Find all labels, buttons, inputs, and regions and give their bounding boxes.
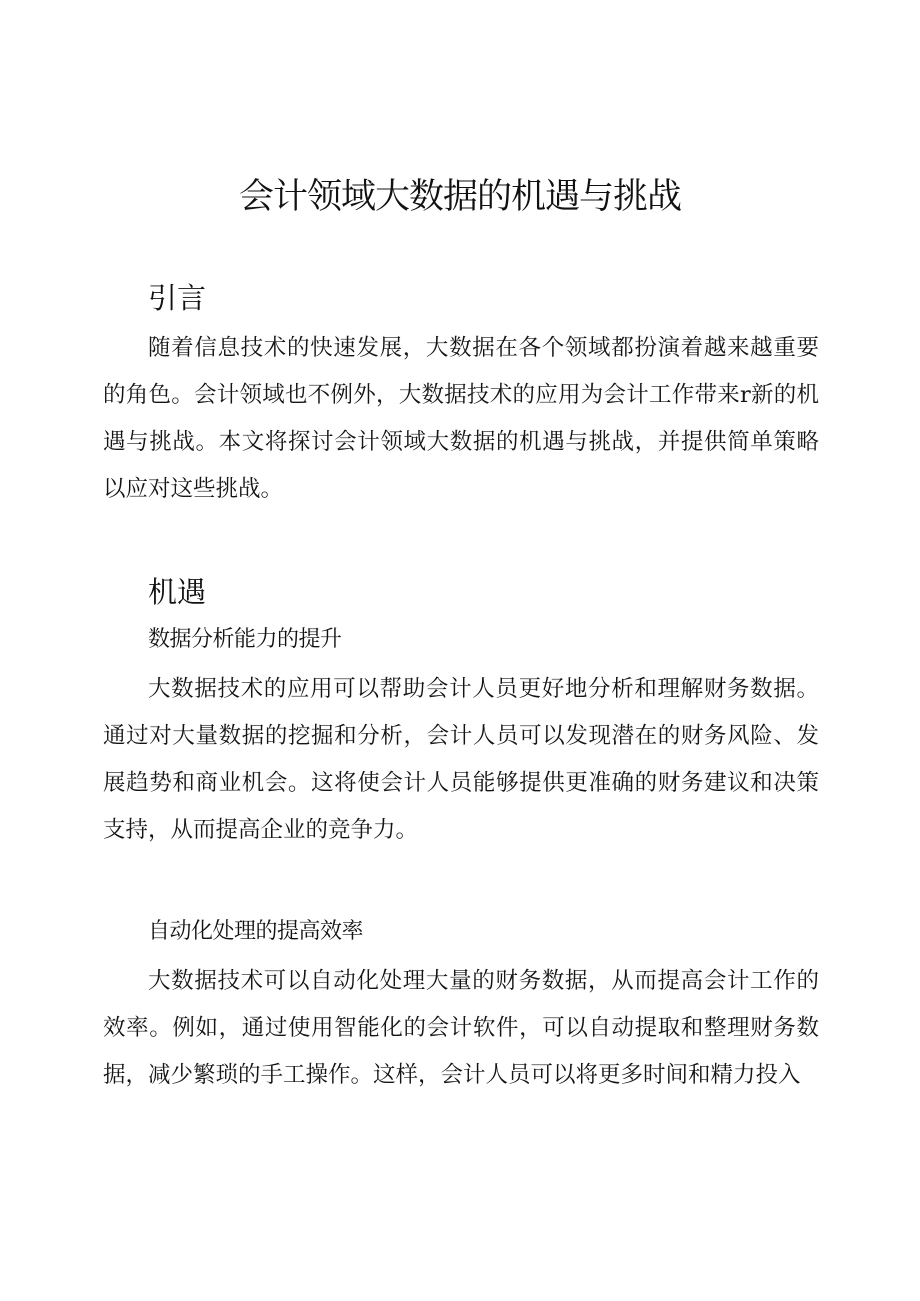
subsection-heading-automation: 自动化处理的提高效率 xyxy=(148,919,364,944)
document-title: 会计领域大数据的机遇与挑战 xyxy=(238,177,681,217)
introduction-paragraph: 随着信息技术的快速发展，大数据在各个领域都扮演着越来越重要的角色。会计领域也不例外，大数据技术的应用为会计工作带来r新的机遇与挑战。本文将探讨会计领域大数据的机遇与挑战，并提供简单策略以应对这些挑战。 xyxy=(103,335,819,502)
section-heading-opportunities: 机遇 xyxy=(148,575,207,609)
subsection-heading-data-analysis: 数据分析能力的提升 xyxy=(148,627,342,652)
section-heading-introduction: 引言 xyxy=(148,281,207,315)
data-analysis-paragraph: 大数据技术的应用可以帮助会计人员更好地分析和理解财务数据。通过对大量数据的挖掘和分析，会计人员可以发现潜在的财务风险、发展趋势和商业机会。这将使会计人员能够提供更准确的财务建议和决策支持，从而提高企业的竞争力。 xyxy=(103,676,819,843)
automation-paragraph: 大数据技术可以自动化处理大量的财务数据，从而提高会计工作的效率。例如，通过使用智能化的会计软件，可以自动提取和整理财务数据，减少繁琐的手工操作。这样，会计人员可以将更多时间和精力投入 xyxy=(103,968,819,1088)
